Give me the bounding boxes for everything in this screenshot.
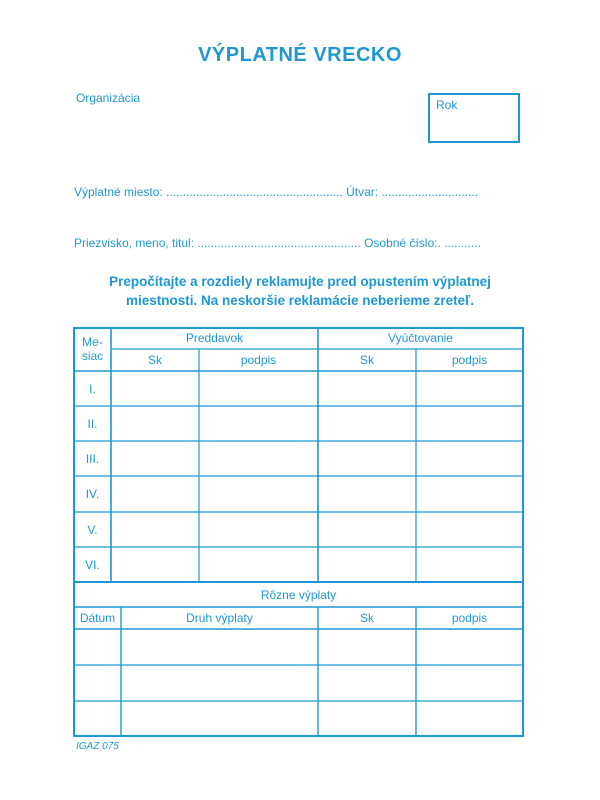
settlement-sk-header: Sk <box>359 353 374 367</box>
person-line: Priezvisko, meno, titul: ................................................. Osobné číslo:. ........... <box>74 236 481 250</box>
date-header: Dátum <box>79 611 116 625</box>
table-border <box>74 328 523 736</box>
form-title: VÝPLATNÉ VRECKO <box>198 44 402 66</box>
settlement-header: Vyúčtovanie <box>388 331 453 345</box>
month-header-line-2: siac <box>81 349 104 363</box>
month-header-line-1: Me- <box>82 335 103 349</box>
table-grid-lines <box>73 327 524 737</box>
other-payments-header: Rôzne výplaty <box>260 588 337 602</box>
month-header <box>74 335 111 363</box>
month-label-6: VI. <box>85 558 100 572</box>
other-sk-header: Sk <box>359 611 374 625</box>
advance-header: Preddavok <box>185 331 244 345</box>
form-table <box>73 327 524 737</box>
notice-line-1: Prepočítajte a rozdiely reklamujte pred opustením výplatnej <box>109 274 491 289</box>
payment-place-line: Výplatné miesto: ..................................................... Útvar: ............................. <box>74 185 479 199</box>
month-label-5: V. <box>87 523 98 537</box>
advance-signature-header: podpis <box>240 353 277 367</box>
settlement-signature-header: podpis <box>451 353 488 367</box>
other-signature-header: podpis <box>451 611 488 625</box>
advance-sk-header: Sk <box>147 353 162 367</box>
organization-label: Organizácia <box>76 91 141 105</box>
notice-text <box>0 272 600 310</box>
month-label-2: II. <box>87 417 98 431</box>
year-label: Rok <box>436 98 458 112</box>
year-box[interactable] <box>428 93 520 143</box>
month-label-1: I. <box>89 382 96 396</box>
payment-type-header: Druh výplaty <box>186 611 253 625</box>
form-code: IGAZ 075 <box>76 741 119 752</box>
month-label-3: III. <box>85 452 100 466</box>
month-label-4: IV. <box>85 487 100 501</box>
notice-line-2: miestnosti. Na neskoršie reklamácie neberieme zreteľ. <box>125 293 475 308</box>
